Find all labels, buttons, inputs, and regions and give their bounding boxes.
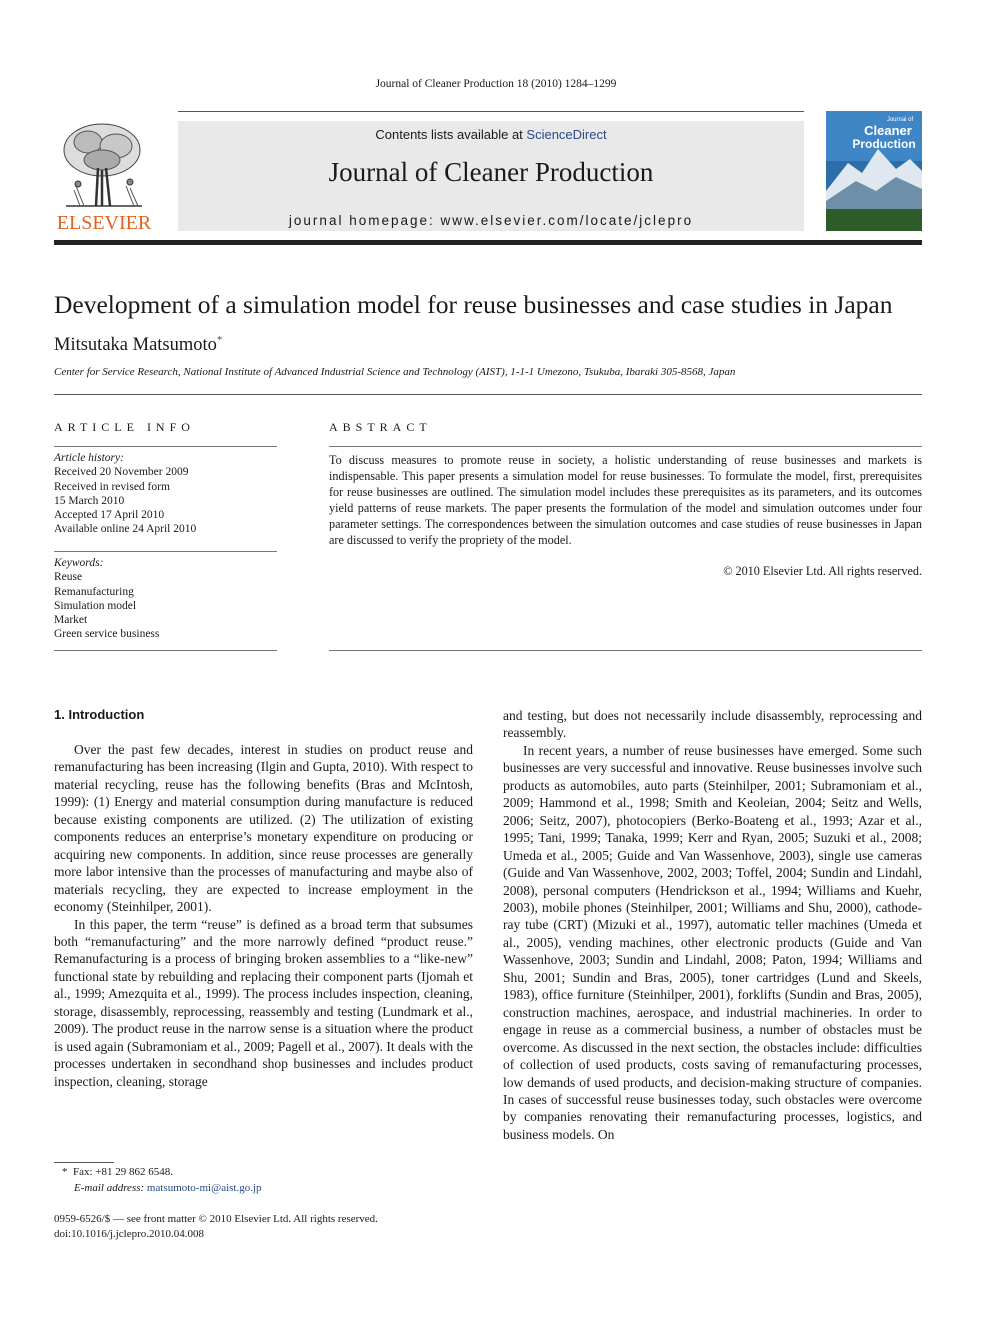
history-label: Article history: <box>54 452 124 464</box>
doi-line[interactable]: doi:10.1016/j.jclepro.2010.04.008 <box>54 1227 205 1240</box>
journal-title: Journal of Cleaner Production <box>328 157 654 187</box>
keyword: Green service business <box>54 628 160 641</box>
article-info-heading: ARTICLE INFO <box>54 420 195 434</box>
section-heading: 1. Introduction <box>54 707 145 722</box>
abstract-rule <box>329 446 922 447</box>
paragraph: In this paper, the term “reuse” is defined as a broad term that subsumes both “remanufacturing” and the more narrowly defined “product reuse.” Remanufacturing is a process of bringing broken assemblies to a “like-new” functional state by rebuilding and replacing their component parts (Ijomah et al., 1999; Amezquita et al., 1999). The process includes inspection, cleaning, storage, disassembly, reprocessing, reassembly and testing (Lundmark et al., 2009). The product reuse in the narrow sense is a situation where the product is used again (Subramoniam et al., 2009; Pagell et al., 2007). It deals with the processes undertaken in secondhand shop businesses and includes product inspection, cleaning, storage <box>54 916 473 1089</box>
history-item: Received 20 November 2009 <box>54 466 189 479</box>
article-info-rule <box>54 446 277 447</box>
body-column-right <box>503 707 922 1143</box>
article-history <box>54 451 277 537</box>
paragraph: Over the past few decades, interest in studies on product reuse and remanufacturing has been increasing (Ilgin and Gupta, 2010). With respect to material recycling, reuse has the following benefits (Bras and McIntosh, 1999): (1) Energy and material consumption during manufacture is reduced because existing components are utilized. (2) The utilization of existing components reduces an enterprise’s monetary expenditure on producing or acquiring new components. In addition, since reuse processes are generally more labor intensive than the processes of manufacturing and maybe also of materials recycling, they are expected to increase employment in the economy (Steinhilper, 2001). <box>54 742 473 915</box>
header-rule <box>54 394 922 395</box>
cover-small-text: Journal of <box>886 117 914 123</box>
journal-homepage-link[interactable]: journal homepage: www.elsevier.com/locate/jclepro <box>288 213 694 228</box>
keywords <box>54 556 277 642</box>
masthead-rule <box>54 240 922 245</box>
email-label: E-mail address: <box>74 1181 147 1194</box>
abstract-text: To discuss measures to promote reuse in society, a holistic understanding of reuse businesses and markets is indispensable. This paper presents a simulation model for reuse businesses. To formulate the model, first, prerequisites for reuse businesses are outlined. The simulation model includes these prerequisites as its parameters, and its outcomes yield patterns of reuse markets. The paper presents the formulation of the model and simulation outcomes under four parameter settings. The correspondences between the simulation outcomes and case studies of reuse businesses in Japan are discussed to verify the propriety of the model. <box>329 453 922 548</box>
footnote-fax: Fax: +81 29 862 6548. <box>73 1166 174 1178</box>
journal-cover[interactable] <box>826 111 922 231</box>
keyword: Market <box>54 614 88 627</box>
history-item: 15 March 2010 <box>54 494 125 507</box>
article-info-rule <box>54 650 277 651</box>
paragraph: and testing, but does not necessarily include disassembly, reprocessing and reassembly. <box>503 708 922 741</box>
footnote-rule <box>54 1162 114 1163</box>
contents-prefix: Contents lists available at <box>375 127 527 142</box>
body-column-left <box>54 741 473 1090</box>
issn-line: 0959-6526/$ — see front matter © 2010 Elsevier Ltd. All rights reserved. <box>54 1213 378 1225</box>
history-item: Available online 24 April 2010 <box>54 523 197 536</box>
email-link[interactable]: matsumoto-mi@aist.go.jp <box>146 1181 262 1194</box>
footnote-mark: * <box>62 1166 68 1178</box>
contents-line <box>178 127 804 142</box>
history-item: Received in revised form <box>54 480 170 493</box>
elsevier-logo[interactable] <box>54 120 154 232</box>
abstract-heading: ABSTRACT <box>329 420 432 434</box>
cover-title-2: Production <box>852 137 916 151</box>
cover-title-1: Cleaner <box>864 123 912 138</box>
author-footnote-link[interactable]: * <box>216 334 223 346</box>
elsevier-tree-icon <box>54 120 154 232</box>
abstract-copyright: © 2010 Elsevier Ltd. All rights reserved. <box>723 564 922 578</box>
top-rule <box>178 111 804 112</box>
paragraph: In recent years, a number of reuse businesses have emerged. Some such businesses are very successful and innovative. Reuse businesses involve such products as automobiles, auto parts (Steinhilper, 2001; Subramoniam et al., 2009; Hammond et al., 1998; Smith and Keoleian, 2004; Seitz and Wells, 2006; Seitz, 2007), photocopiers (Berko-Boateng et al., 1993; Azar et al., 1995; Tani, 1999; Tanaka, 1999; Kerr and Ryan, 2005; Suzuki et al., 2008; Umeda et al., 2005; Guide and Van Wassenhove, 2003), single use cameras (Guide and Van Wassenhove, 2002, 2003; Toffel, 2004; Sundin and Lindahl, 2008), personal computers (Hendrickson et al., 1994; Williams and Kuehr, 2003), mobile phones (Steinhilper, 2001; Williams and Shu, 2000), cathode-ray tube (CRT) (Mizuki et al., 1997), automatic teller machines (Umeda et al., 2005), vending machines, other electronic products (Guide and Van Wassenhove, 2003; Sundin and Lindahl, 2008; Paton, 1994; Williams and Shu, 2001; Sundin and Bras, 2005), toner cartridges (Lund and Skeels, 1983), office furniture (Steinhilper, 2001), forklifts (Sundin and Bras, 2005), construction machines, aerospace, and industrial machineries. In order to engage in reuse as a commercial business, a number of obstacles must be overcome. As discussed in the next section, the obstacles include: difficulties of collection of used products, costs saving of remanufacturing processes, low demands of used products, and decision-making structure of companies. In cases of successful reuse businesses today, such obstacles were overcome by companies renovating their remanufacturing processes, logistics, and business models. On <box>503 742 922 1142</box>
keyword: Reuse <box>54 571 83 584</box>
history-item: Accepted 17 April 2010 <box>54 509 165 522</box>
abstract-rule <box>329 650 922 651</box>
article-title: Development of a simulation model for reuse businesses and case studies in Japan <box>54 290 893 319</box>
keyword: Remanufacturing <box>54 585 134 598</box>
author <box>54 334 222 356</box>
author-name: Mitsutaka Matsumoto <box>54 335 217 356</box>
article-info-rule <box>54 551 277 552</box>
running-head: Journal of Cleaner Production 18 (2010) 1284–1299 <box>375 78 617 90</box>
masthead <box>178 121 804 231</box>
elsevier-wordmark: ELSEVIER <box>56 212 152 232</box>
keyword: Simulation model <box>54 599 137 612</box>
sciencedirect-link[interactable]: ScienceDirect <box>526 127 607 142</box>
affiliation: Center for Service Research, National Institute of Advanced Industrial Science and Technology (AIST), 1-1-1 Umezono, Tsukuba, Ibaraki 305-8568, Japan <box>54 366 736 378</box>
cover-image <box>826 111 922 231</box>
footnote <box>62 1165 262 1196</box>
bottom-info <box>54 1212 378 1241</box>
keywords-label: Keywords: <box>54 557 104 569</box>
